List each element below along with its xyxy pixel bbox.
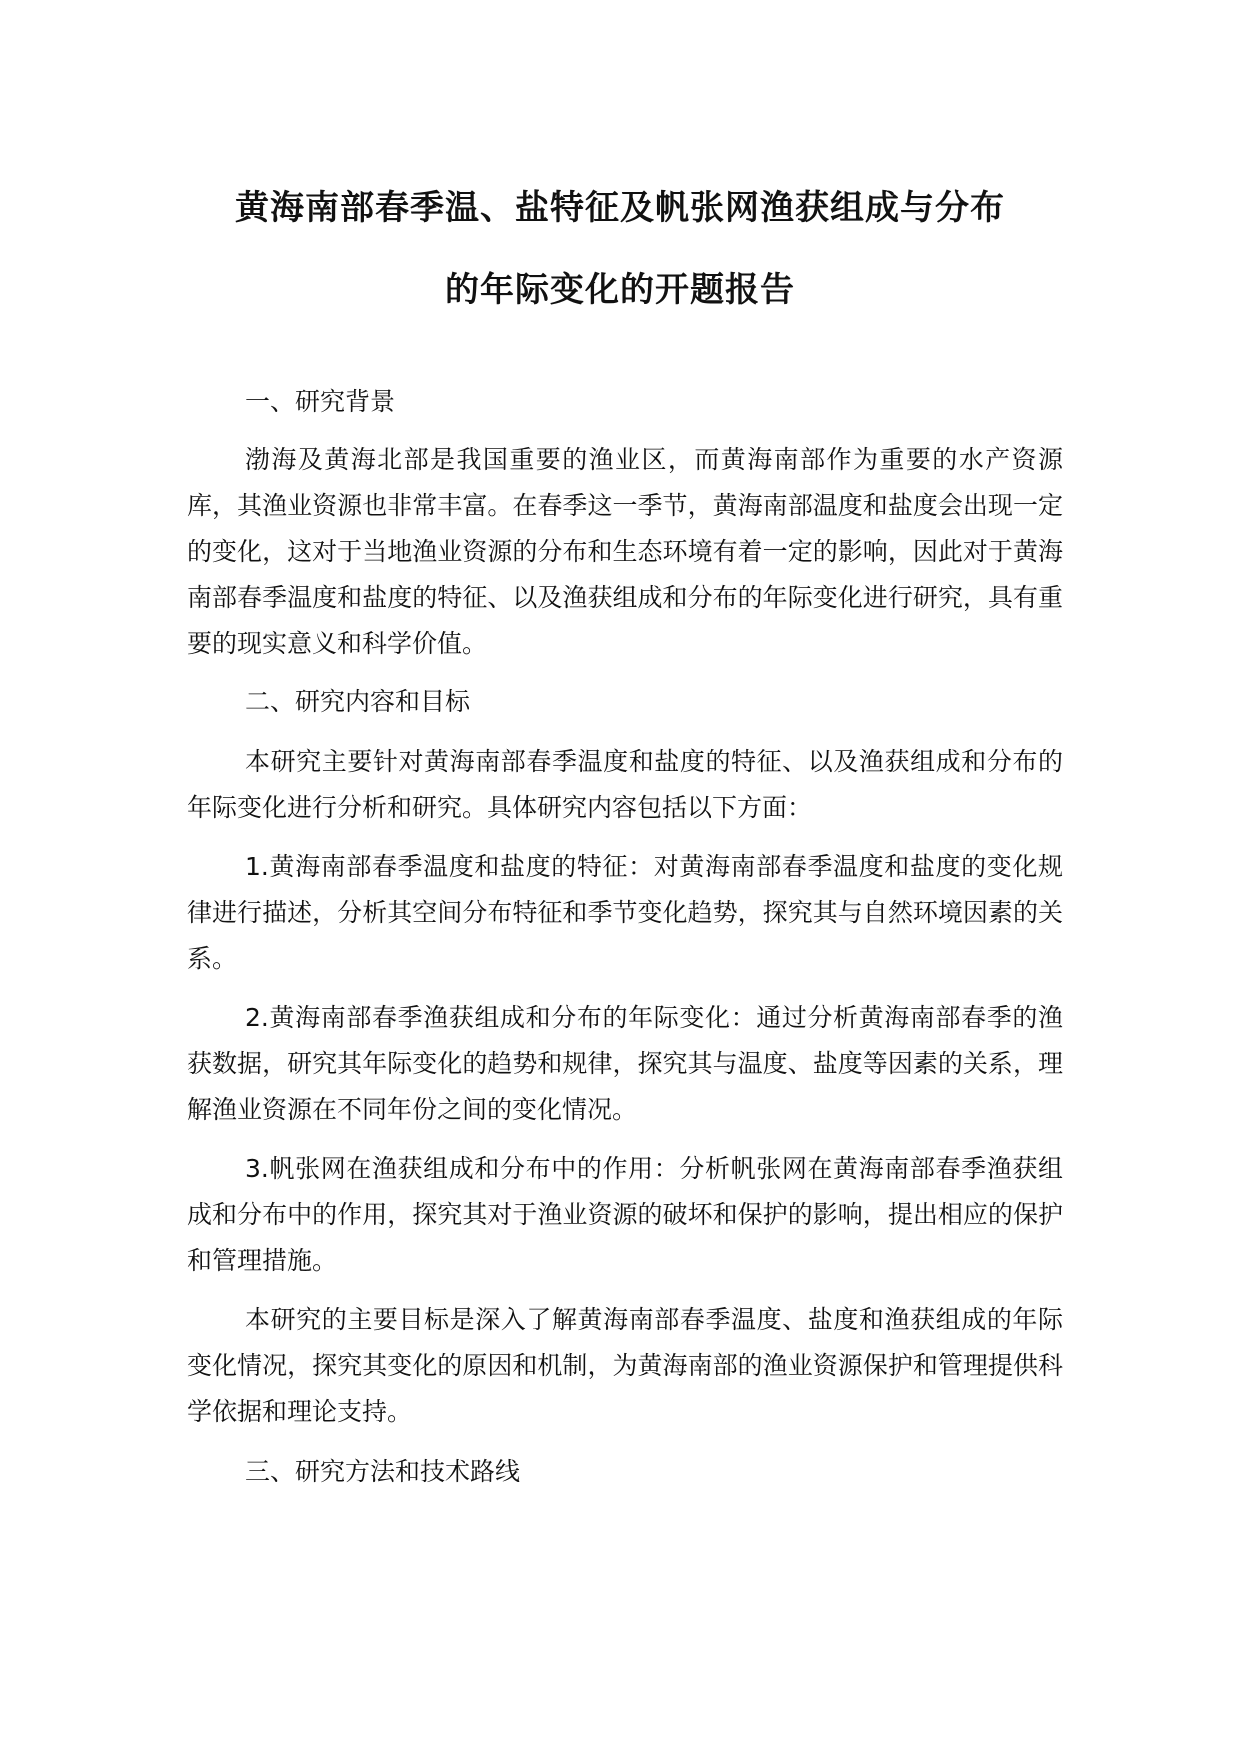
section-heading-methods: 三、研究方法和技术路线 [245, 1457, 521, 1486]
section-heading-background: 一、研究背景 [245, 387, 396, 416]
document-body [187, 378, 1063, 1496]
document-title-line-1: 黄海南部春季温、盐特征及帆张网渔获组成与分布 [235, 188, 1005, 228]
section-heading-content-goals: 二、研究内容和目标 [245, 687, 471, 716]
paragraph-item-3: 3.帆张网在渔获组成和分布中的作用：分析帆张网在黄海南部春季渔获组成和分布中的作用，探究其对于渔业资源的破坏和保护的影响，提出相应的保护和管理措施。 [187, 1154, 1063, 1275]
document-title-line-2: 的年际变化的开题报告 [445, 270, 795, 310]
paragraph-item-2: 2.黄海南部春季渔获组成和分布的年际变化：通过分析黄海南部春季的渔获数据，研究其年际变化的趋势和规律，探究其与温度、盐度等因素的关系，理解渔业资源在不同年份之间的变化情况。 [187, 1003, 1063, 1124]
paragraph-goals: 本研究的主要目标是深入了解黄海南部春季温度、盐度和渔获组成的年际变化情况，探究其变化的原因和机制，为黄海南部的渔业资源保护和管理提供科学依据和理论支持。 [187, 1305, 1063, 1426]
paragraph-background: 渤海及黄海北部是我国重要的渔业区，而黄海南部作为重要的水产资源库，其渔业资源也非常丰富。在春季这一季节，黄海南部温度和盐度会出现一定的变化，这对于当地渔业资源的分布和生态环境有着一定的影响，因此对于黄海南部春季温度和盐度的特征、以及渔获组成和分布的年际变化进行研究，具有重要的现实意义和科学价值。 [187, 445, 1063, 658]
paragraph-item-1: 1.黄海南部春季温度和盐度的特征：对黄海南部春季温度和盐度的变化规律进行描述，分析其空间分布特征和季节变化趋势，探究其与自然环境因素的关系。 [187, 852, 1063, 973]
paragraph-content-intro: 本研究主要针对黄海南部春季温度和盐度的特征、以及渔获组成和分布的年际变化进行分析和研究。具体研究内容包括以下方面： [187, 747, 1063, 822]
